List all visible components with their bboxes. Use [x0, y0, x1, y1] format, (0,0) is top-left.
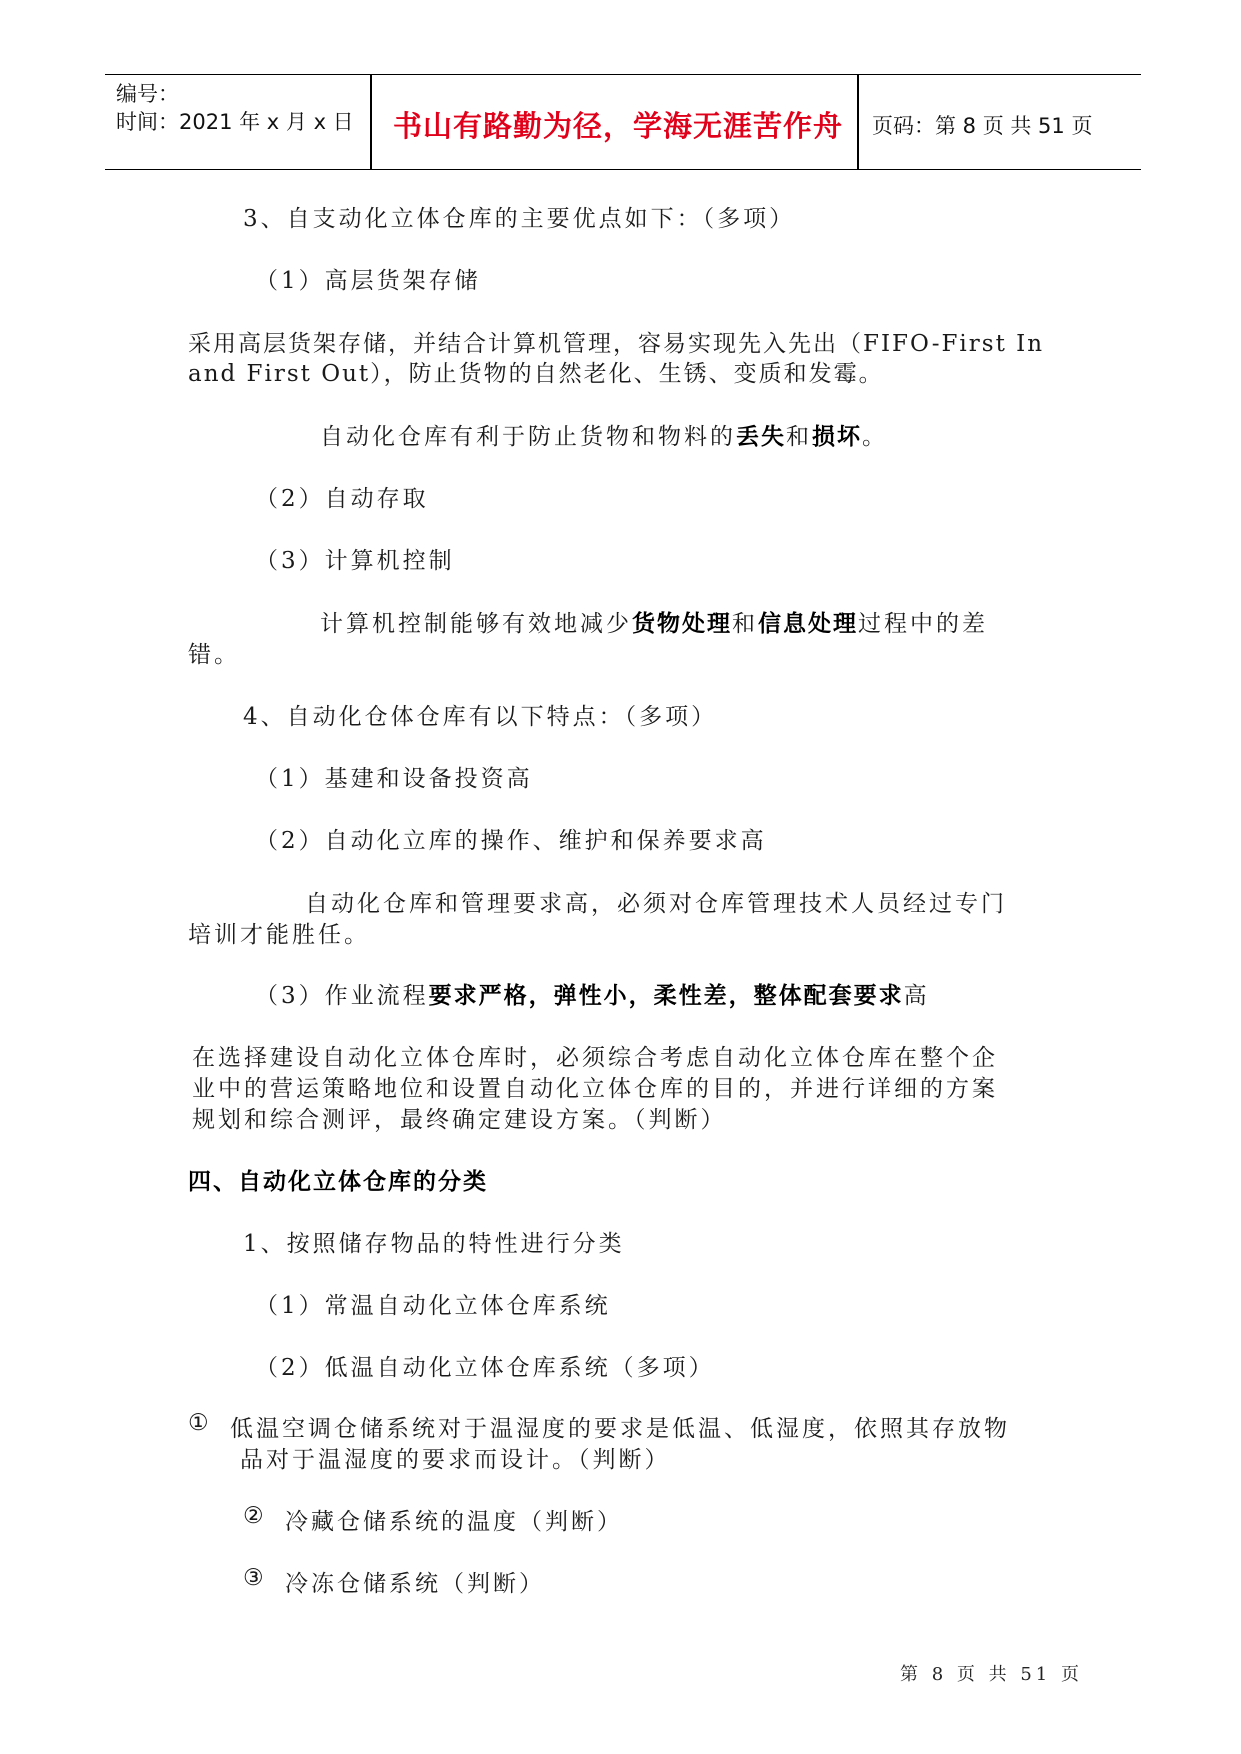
paragraph-line: 品对于温湿度的要求而设计。（判断）: [240, 1447, 671, 1473]
text-run: 计算机控制能够有效地减少: [320, 611, 632, 637]
list-marker: ①: [188, 1410, 212, 1436]
paragraph-line: 自动化仓库和管理要求高，必须对仓库管理技术人员经过专门: [305, 891, 1007, 917]
bold-term: 要求严格，弹性小，柔性差，整体配套要求: [428, 983, 904, 1009]
text-run: 高: [903, 983, 930, 1009]
header-motto: 书山有路勤为径，学海无涯苦作舟: [393, 109, 844, 143]
paragraph-line: [320, 418, 888, 451]
paragraph-line: 低温空调仓储系统对于温湿度的要求是低温、低湿度，依照其存放物: [230, 1416, 1010, 1442]
paragraph-line: 规划和综合测评，最终确定建设方案。（判断）: [192, 1107, 727, 1133]
paragraph-line: and First Out），防止货物的自然老化、生锈、变质和发霉。: [188, 361, 884, 387]
text-run: 和: [732, 611, 758, 637]
section-3-item-1: （1）高层货架存储: [255, 268, 481, 294]
paragraph-line: [320, 605, 988, 638]
bold-term: 货物处理: [632, 611, 732, 637]
text-run: 自动化仓库有利于防止货物和物料的: [320, 424, 736, 450]
paragraph-line: 错。: [188, 642, 240, 668]
section-4-item-3: [255, 977, 930, 1010]
text-run: 。: [862, 424, 888, 450]
section-3-item-2: （2）自动存取: [255, 486, 429, 512]
section-3-item-3: （3）计算机控制: [255, 548, 455, 574]
category-1-item-2: （2）低温自动化立体仓库系统（多项）: [255, 1355, 715, 1381]
header-page-code: 页码：第 8 页 共 51 页: [872, 114, 1093, 138]
header-divider: [857, 75, 859, 169]
bold-term: 信息处理: [758, 611, 858, 637]
section-4-item-2: （2）自动化立库的操作、维护和保养要求高: [255, 828, 767, 854]
bold-term: 损坏: [812, 424, 862, 450]
list-item: 冷藏仓储系统的温度（判断）: [285, 1509, 623, 1535]
bold-term: 丢失: [736, 424, 786, 450]
text-run: （3）作业流程: [255, 983, 429, 1009]
section-4-item-1: （1）基建和设备投资高: [255, 766, 533, 792]
page-footer: 第 8 页 共 51 页: [900, 1664, 1083, 1685]
category-1-title: 1、按照储存物品的特性进行分类: [243, 1231, 625, 1257]
text-run: 过程中的差: [858, 611, 988, 637]
section-4-title: 4、自动化仓体仓库有以下特点：（多项）: [243, 704, 718, 730]
section-heading: 四、自动化立体仓库的分类: [188, 1169, 488, 1195]
document-number-label: 编号：: [116, 82, 179, 106]
list-marker: ②: [243, 1503, 267, 1529]
document-date: 时间：2021 年 x 月 x 日: [116, 110, 354, 134]
paragraph-line: 采用高层货架存储，并结合计算机管理，容易实现先入先出（FIFO-First In: [188, 331, 1045, 357]
paragraph-line: 业中的营运策略地位和设置自动化立体仓库的目的，并进行详细的方案: [192, 1076, 998, 1102]
category-1-item-1: （1）常温自动化立体仓库系统: [255, 1293, 611, 1319]
list-marker: ③: [243, 1565, 267, 1591]
paragraph-line: 培训才能胜任。: [188, 922, 370, 948]
text-run: 和: [786, 424, 812, 450]
section-3-title: 3、自支动化立体仓库的主要优点如下：（多项）: [243, 206, 796, 232]
list-item: 冷冻仓储系统（判断）: [285, 1571, 545, 1597]
header-divider: [370, 75, 372, 169]
paragraph-line: 在选择建设自动化立体仓库时，必须综合考虑自动化立体仓库在整个企: [192, 1045, 998, 1071]
